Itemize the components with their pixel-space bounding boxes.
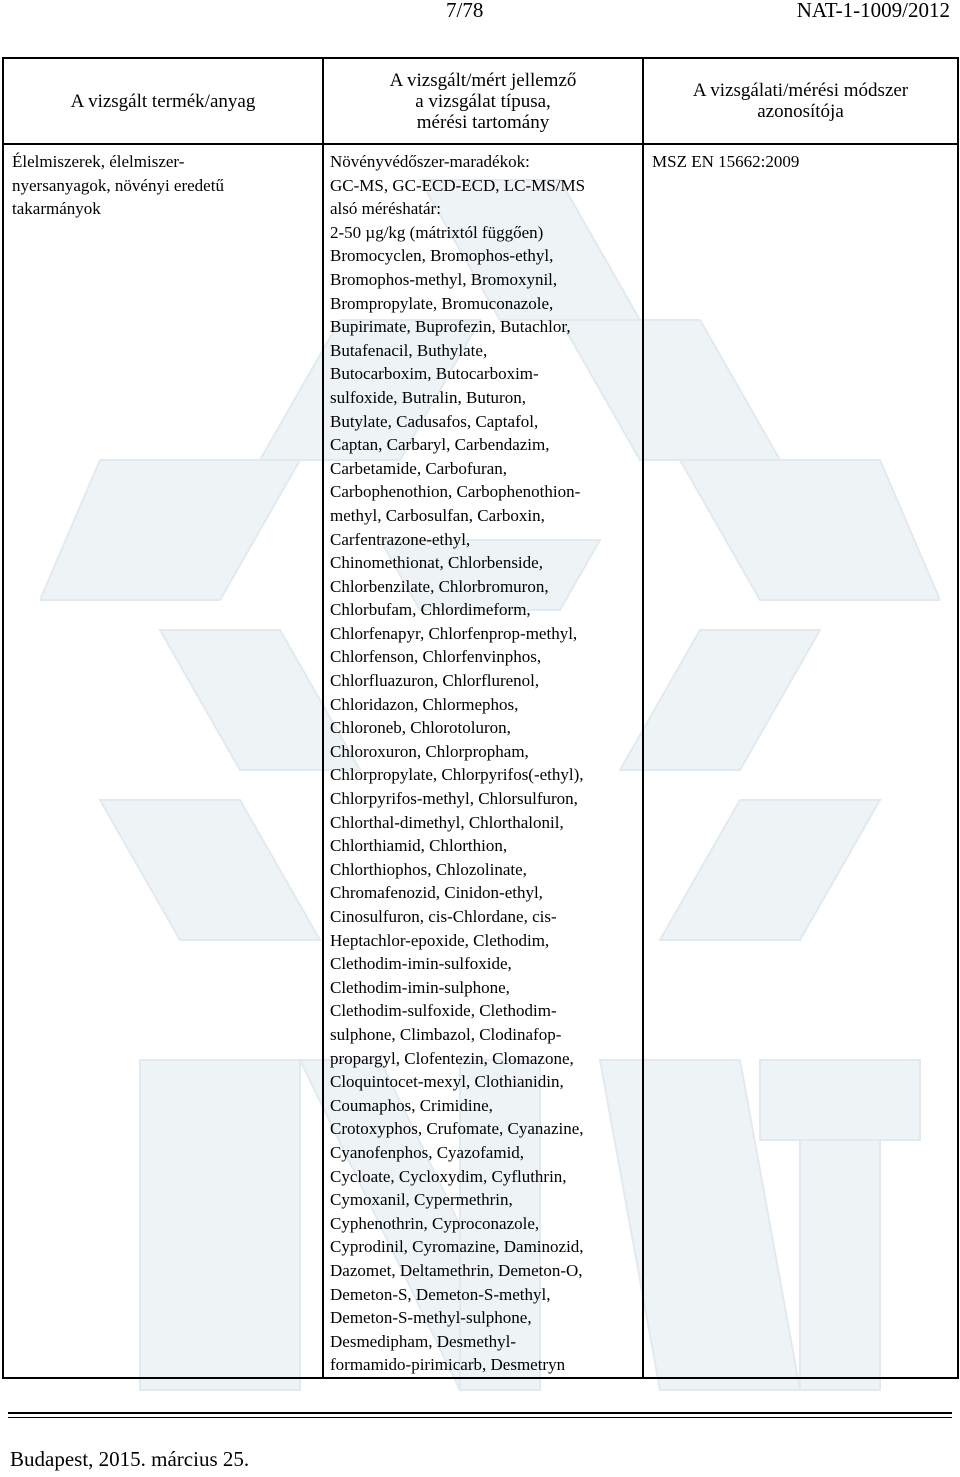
parameter-line: Chlorfluazuron, Chlorflurenol, xyxy=(330,671,540,691)
parameter-line: formamido-pirimicarb, Desmetryn xyxy=(330,1355,566,1375)
product-cell xyxy=(3,144,323,1378)
table-row xyxy=(3,144,958,1378)
parameter-line: Bromocyclen, Bromophos-ethyl, xyxy=(330,246,554,266)
parameter-line: Crotoxyphos, Crufomate, Cyanazine, xyxy=(330,1119,584,1139)
parameter-line: Carbophenothion, Carbophenothion- xyxy=(330,482,581,502)
parameter-line: Brompropylate, Bromuconazole, xyxy=(330,293,554,313)
header-parameter-line: a vizsgálat típusa, xyxy=(415,90,551,112)
parameter-line: Chlorpropylate, Chlorpyrifos(-ethyl), xyxy=(330,765,584,785)
parameter-line: Chlorpyrifos-methyl, Chlorsulfuron, xyxy=(330,789,578,809)
parameter-cell xyxy=(323,144,643,1378)
parameter-line: Cymoxanil, Cypermethrin, xyxy=(330,1190,513,1210)
parameter-line: Heptachlor-epoxide, Clethodim, xyxy=(330,930,550,950)
parameter-line: Cyphenothrin, Cyproconazole, xyxy=(330,1213,540,1233)
parameter-line: Cloquintocet-mexyl, Clothianidin, xyxy=(330,1072,564,1092)
parameter-line: Chlorfenson, Chlorfenvinphos, xyxy=(330,647,542,667)
parameter-line: methyl, Carbosulfan, Carboxin, xyxy=(330,505,545,525)
parameter-line: Captan, Carbaryl, Carbendazim, xyxy=(330,435,550,455)
parameter-line: Clethodim-imin-sulphone, xyxy=(330,977,510,997)
parameter-line: Dazomet, Deltamethrin, Demeton-O, xyxy=(330,1260,583,1280)
parameter-line: Növényvédőszer-maradékok: xyxy=(330,152,530,171)
method-identifier: MSZ EN 15662:2009 xyxy=(652,152,800,171)
parameter-line: Clethodim-imin-sulfoxide, xyxy=(330,954,512,974)
parameter-line: 2-50 µg/kg (mátrixtól függően) xyxy=(330,222,544,242)
header-product-label: A vizsgált termék/anyag xyxy=(70,90,256,112)
parameter-line: Butylate, Cadusafos, Captafol, xyxy=(330,411,539,431)
header-parameter-line: A vizsgált/mért jellemző xyxy=(389,69,577,91)
header-method xyxy=(643,58,958,144)
parameter-line: Chlorbenzilate, Chlorbromuron, xyxy=(330,576,549,596)
parameter-line: sulfoxide, Butralin, Buturon, xyxy=(330,387,526,407)
parameter-line: Coumaphos, Crimidine, xyxy=(330,1095,493,1115)
document-id: NAT-1-1009/2012 xyxy=(796,0,950,22)
header-product xyxy=(3,58,323,144)
page-number: 7/78 xyxy=(446,0,484,22)
parameter-line: Bupirimate, Buprofezin, Butachlor, xyxy=(330,317,571,337)
header-method-line: azonosítója xyxy=(757,101,844,122)
parameter-line: Cyanofenphos, Cyazofamid, xyxy=(330,1142,525,1162)
parameter-line: Butafenacil, Buthylate, xyxy=(330,340,488,360)
parameter-line: propargyl, Clofentezin, Clomazone, xyxy=(330,1048,574,1068)
parameter-line: Clethodim-sulfoxide, Clethodim- xyxy=(330,1001,557,1021)
product-line: takarmányok xyxy=(12,199,101,219)
page-header xyxy=(0,0,960,28)
parameter-line: Bromophos-methyl, Bromoxynil, xyxy=(330,269,558,289)
parameter-line: Carbetamide, Carbofuran, xyxy=(330,458,508,478)
parameter-line: Chloroxuron, Chlorpropham, xyxy=(330,741,529,761)
parameter-line: Chlorthiophos, Chlozolinate, xyxy=(330,859,527,879)
table-header-row xyxy=(3,58,958,144)
parameter-line: Chromafenozid, Cinidon-ethyl, xyxy=(330,883,543,903)
footer-place-date: Budapest, 2015. március 25. xyxy=(10,1447,250,1471)
method-cell xyxy=(643,144,958,1378)
footer-rule-thin xyxy=(8,1417,952,1418)
parameter-line: Chlorfenapyr, Chlorfenprop-methyl, xyxy=(330,623,578,643)
parameter-line: GC-MS, GC-ECD-ECD, LC-MS/MS xyxy=(330,175,586,195)
parameter-line: Demeton-S-methyl-sulphone, xyxy=(330,1308,532,1328)
parameter-line: Desmedipham, Desmethyl- xyxy=(330,1331,517,1351)
parameter-line: Chloridazon, Chlormephos, xyxy=(330,694,519,714)
footer-rule xyxy=(8,1412,952,1414)
parameter-line: Cyprodinil, Cyromazine, Daminozid, xyxy=(330,1237,584,1257)
parameter-line: Carfentrazone-ethyl, xyxy=(330,529,471,549)
product-line: nyersanyagok, növényi eredetű xyxy=(12,175,224,195)
parameter-line: alsó méréshatár: xyxy=(330,199,441,219)
parameter-line: Demeton-S, Demeton-S-methyl, xyxy=(330,1284,551,1304)
parameter-line: Chlorbufam, Chlordimeform, xyxy=(330,600,531,620)
header-method-line: A vizsgálati/mérési módszer xyxy=(692,80,909,101)
parameter-line: Cycloate, Cycloxydim, Cyfluthrin, xyxy=(330,1166,567,1186)
product-line: Élelmiszerek, élelmiszer- xyxy=(12,152,185,171)
parameter-line: Cinosulfuron, cis-Chlordane, cis- xyxy=(330,907,557,926)
parameter-line: Chlorthiamid, Chlorthion, xyxy=(330,836,508,856)
parameter-line: Chloroneb, Chlorotoluron, xyxy=(330,718,511,738)
header-parameter xyxy=(323,58,643,144)
parameter-line: Butocarboxim, Butocarboxim- xyxy=(330,364,539,384)
parameter-line: sulphone, Climbazol, Clodinafop- xyxy=(330,1024,562,1044)
parameter-line: Chinomethionat, Chlorbenside, xyxy=(330,553,543,573)
header-parameter-line: mérési tartomány xyxy=(416,111,550,133)
accreditation-table xyxy=(2,57,959,1379)
parameter-line: Chlorthal-dimethyl, Chlorthalonil, xyxy=(330,812,564,832)
